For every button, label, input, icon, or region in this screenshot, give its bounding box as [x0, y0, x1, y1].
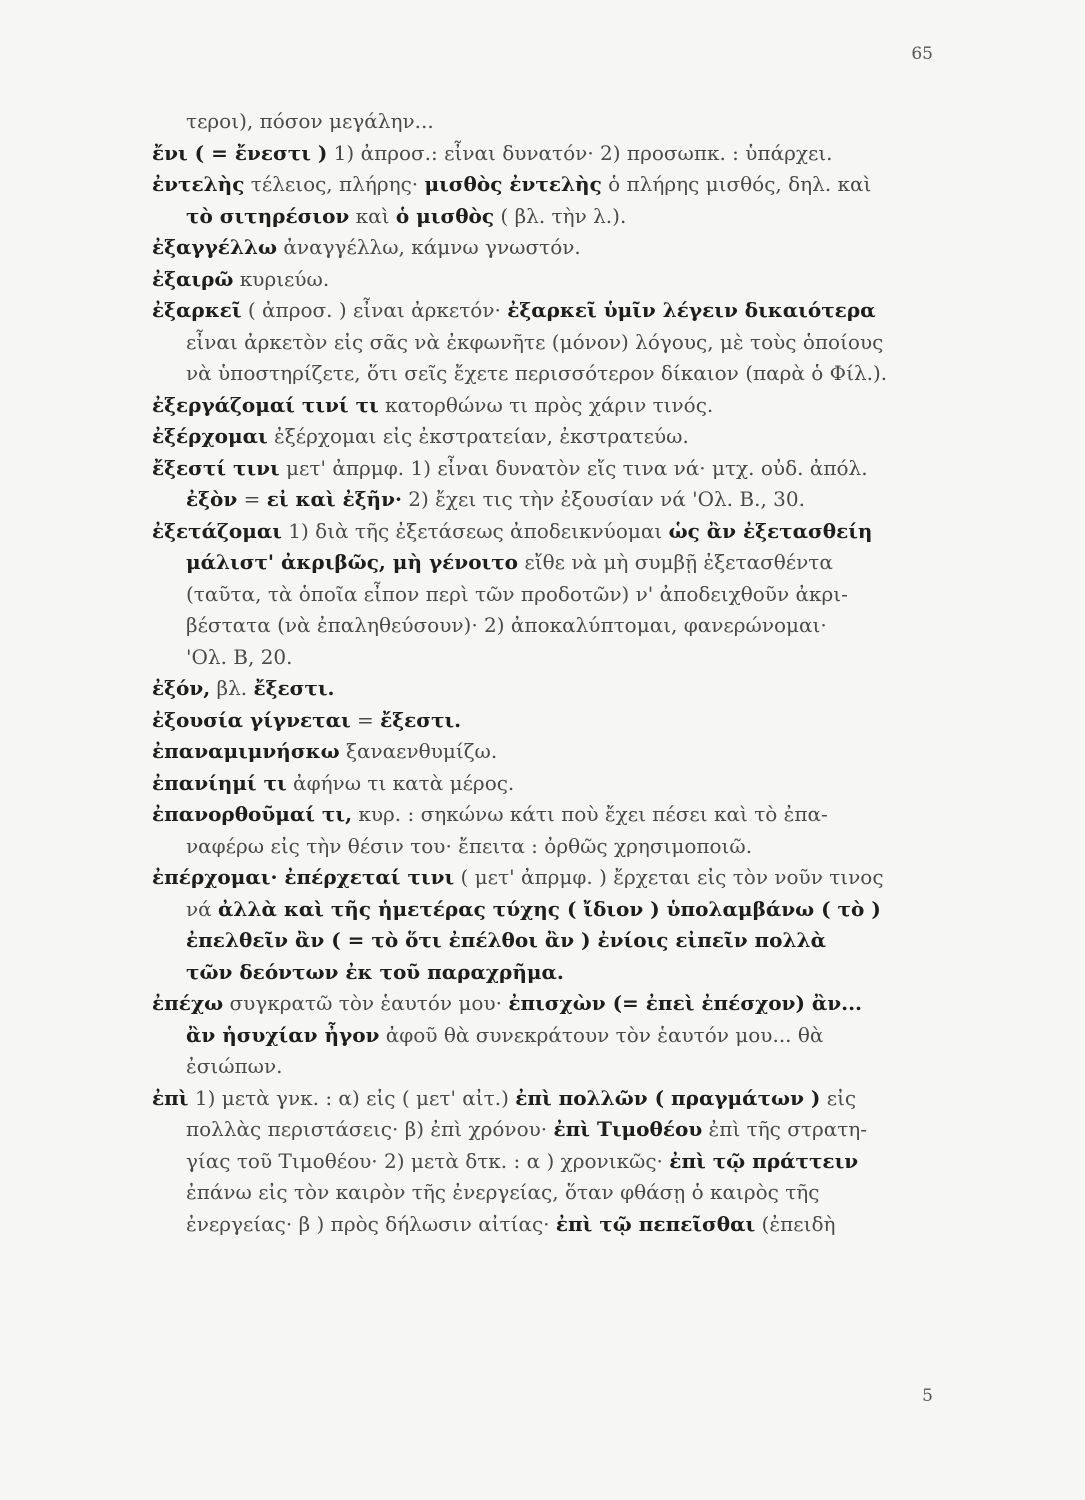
headword: ἐπὶ πολλῶν ( πραγμάτων ): [515, 1085, 821, 1110]
headword: ἐξέρχομαι: [152, 424, 268, 448]
text-line: [186, 612, 827, 638]
definition-text: ἐσιώπων.: [186, 1054, 283, 1078]
headword: ἐξαγγέλλω: [152, 235, 278, 259]
definition-text: μετ' ἀπρμφ. 1) εἶναι δυνατὸν εἴς τινα νά· μτχ. οὐδ. ἀπόλ.: [279, 455, 868, 480]
headword: ἐπέρχομαι· ἐπέρχεταί τινι: [152, 865, 455, 889]
definition-text: εἴθε νὰ μὴ συμβῇ ἐξετασθέντα: [518, 550, 833, 574]
page-number: 65: [911, 44, 933, 64]
headword: ἐξόν,: [152, 676, 211, 700]
headword: ἐπελθεῖν ἂν ( = τὸ ὅτι ἐπέλθοι ἂν ) ἐνίοις εἰπεῖν πολλὰ: [186, 928, 826, 952]
definition-text: ὁ πλήρης μισθός, δηλ. καὶ: [601, 172, 872, 196]
text-line: [152, 864, 884, 890]
headword: ἐπισχὼν (= ἐπεὶ ἐπέσχον) ἂν...: [508, 991, 863, 1015]
definition-text: βλ.: [210, 676, 254, 700]
text-line: [186, 203, 626, 229]
text-line: [186, 1148, 858, 1174]
definition-text: ναφέρω εἰς τὴν θέσιν του· ἔπειτα : ὀρθῶς χρησιμοποιῶ.: [186, 833, 753, 858]
text-line: [186, 108, 434, 134]
definition-text: 1) μετὰ γνκ. : α) εἰς ( μετ' αἰτ.): [188, 1085, 516, 1110]
text-line: [186, 486, 805, 512]
text-line: [152, 738, 497, 764]
headword: ἐξεργάζομαί τινί τι: [152, 392, 379, 417]
text-line: [186, 329, 883, 355]
definition-text: τέλειος, πλήρης·: [244, 172, 425, 196]
definition-text: εἰς: [820, 1085, 857, 1110]
definition-text: (ταῦτα, τὰ ὁποῖα εἶπον περὶ τῶν προδοτῶν) ν' ἀποδειχθοῦν ἀκρι-: [186, 581, 848, 606]
definition-text: τεροι), πόσον μεγάλην...: [186, 109, 434, 133]
text-line: [152, 675, 335, 701]
definition-text: ἐξέρχομαι εἰς ἐκστρατείαν, ἐκστρατεύω.: [267, 424, 689, 448]
definition-text: εἶναι ἀρκετὸν εἰς σᾶς νὰ ἐκφωνῆτε (μόνον) λόγους, μὲ τοὺς ὁποίους: [186, 329, 884, 354]
text-line: [152, 423, 689, 449]
headword: εἰ καὶ ἐξῆν·: [266, 487, 402, 511]
text-line: [152, 801, 828, 827]
headword: μισθὸς ἐντελὴς: [424, 172, 602, 196]
definition-text: 2) ἔχει τις τὴν ἐξουσίαν νά 'Ολ. Β., 30.: [401, 487, 805, 511]
definition-text: καὶ: [349, 203, 396, 228]
headword: ἐπαναμιμνήσκω: [152, 739, 340, 763]
definition-text: νά: [186, 896, 219, 921]
definition-text: 'Ολ. Β, 20.: [186, 644, 293, 669]
headword: ἐξαρκεῖ ὑμῖν λέγειν δικαιότερα: [507, 298, 876, 322]
headword: ἐξαρκεῖ: [152, 298, 242, 322]
text-line: [186, 1022, 823, 1048]
definition-text: ( ἀπροσ. ) εἶναι ἀρκετόν·: [241, 298, 508, 322]
text-line: [152, 234, 581, 260]
definition-text: ἐπάνω εἰς τὸν καιρὸν τῆς ἐνεργείας, ὅταν φθάσῃ ὁ καιρὸς τῆς: [186, 1180, 820, 1204]
text-line: [152, 140, 833, 166]
text-line: [186, 1179, 819, 1205]
definition-text: ἀφήνω τι κατὰ μέρος.: [286, 770, 515, 795]
text-line: [186, 549, 833, 575]
text-line: [152, 518, 872, 544]
headword: τὸ σιτηρέσιον: [186, 203, 350, 228]
definition-text: νὰ ὑποστηρίζετε, ὅτι σεῖς ἔχετε περισσότερον δίκαιον (παρὰ ὁ Φίλ.).: [186, 361, 888, 385]
definition-text: ἐπὶ τῆς στρατη-: [702, 1117, 868, 1141]
headword: ἐξὸν: [186, 487, 238, 511]
definition-text: γίας τοῦ Τιμοθέου· 2) μετὰ δτκ. : α ) χρονικῶς·: [186, 1148, 670, 1173]
text-line: [152, 171, 871, 197]
text-line: [186, 927, 826, 953]
headword: ἂν ἡσυχίαν ἦγον: [186, 1022, 380, 1047]
headword: μάλιστ' ἀκριβῶς, μὴ γένοιτο: [186, 550, 519, 574]
headword: ἐπανορθοῦμαί τι,: [152, 802, 353, 826]
definition-text: βέστατα (νὰ ἐπαληθεύσουν)· 2) ἀποκαλύπτομαι, φανερώνομαι·: [186, 613, 827, 637]
definition-text: (ἐπειδὴ: [755, 1211, 836, 1236]
headword: ἐντελὴς: [152, 172, 245, 196]
headword: ἐξουσία γίγνεται: [152, 707, 351, 732]
text-line: [152, 707, 461, 733]
headword: ὁ μισθὸς: [395, 203, 495, 228]
text-line: [152, 297, 876, 323]
definition-text: πολλὰς περιστάσεις· β) ἐπὶ χρόνου·: [186, 1117, 554, 1141]
text-line: [186, 581, 848, 607]
headword: ἐξαιρῶ: [152, 266, 234, 291]
definition-text: ἀναγγέλλω, κάμνω γνωστόν.: [277, 235, 581, 259]
headword: ἐπανίημί τι: [152, 770, 287, 795]
text-line: [186, 896, 881, 922]
definition-text: =: [237, 487, 267, 511]
definition-text: κυριεύω.: [233, 266, 330, 291]
text-line: [152, 392, 713, 418]
text-line: [186, 833, 752, 859]
headword: ἐξετάζομαι: [152, 518, 282, 543]
headword: ἐπὶ τῷ πράττειν: [669, 1148, 859, 1173]
definition-text: ἀφοῦ θὰ συνεκράτουν τὸν ἑαυτόν μου... θὰ: [379, 1022, 824, 1047]
text-line: [186, 644, 293, 670]
definition-text: =: [350, 707, 381, 732]
headword: ἔνι ( = ἔνεστι ): [152, 140, 328, 165]
definition-text: κυρ. : σηκώνω κάτι ποὺ ἔχει πέσει καὶ τὸ ἐπα-: [352, 802, 828, 826]
definition-text: ξαναενθυμίζω.: [339, 739, 498, 763]
headword: ἐπὶ τῷ πεπεῖσθαι: [555, 1211, 756, 1236]
definition-text: συγκρατῶ τὸν ἑαυτόν μου·: [223, 991, 509, 1015]
text-line: [186, 1116, 867, 1142]
signature-mark: 5: [922, 1386, 933, 1406]
text-line: [152, 455, 868, 481]
definition-text: ( μετ' ἀπρμφ. ) ἔρχεται εἰς τὸν νοῦν τινος: [454, 865, 884, 889]
definition-text: ἐνεργείας· β ) πρὸς δήλωσιν αἰτίας·: [186, 1211, 556, 1236]
text-line: [186, 360, 887, 386]
text-line: [152, 770, 514, 796]
headword: ὡς ἂν ἐξετασθείη: [668, 518, 873, 543]
text-line: [186, 959, 564, 985]
headword: ἔξεστι.: [253, 676, 335, 700]
text-line: [186, 1211, 835, 1237]
headword: ἐπὶ: [152, 1085, 189, 1110]
text-line: [152, 266, 329, 292]
text-line: [152, 990, 862, 1016]
text-line: [186, 1053, 283, 1079]
definition-text: κατορθώνω τι πρὸς χάριν τινός.: [378, 392, 714, 417]
definition-text: 1) ἀπροσ.: εἶναι δυνατόν· 2) προσωπκ. : ὑπάρχει.: [327, 140, 833, 165]
headword: ἐπὶ Τιμοθέου: [553, 1117, 703, 1141]
headword: ἐπέχω: [152, 991, 224, 1015]
definition-text: ( βλ. τὴν λ.).: [494, 203, 627, 228]
headword: τῶν δεόντων ἐκ τοῦ παραχρῆμα.: [186, 959, 564, 984]
headword: ἔξεστι.: [380, 707, 462, 732]
definition-text: 1) διὰ τῆς ἐξετάσεως ἀποδεικνύομαι: [281, 518, 669, 543]
text-line: [152, 1085, 856, 1111]
headword: ἔξεστί τινι: [152, 455, 280, 480]
headword: ἀλλὰ καὶ τῆς ἡμετέρας τύχης ( ἴδιον ) ὑπολαμβάνω ( τὸ ): [218, 896, 881, 921]
